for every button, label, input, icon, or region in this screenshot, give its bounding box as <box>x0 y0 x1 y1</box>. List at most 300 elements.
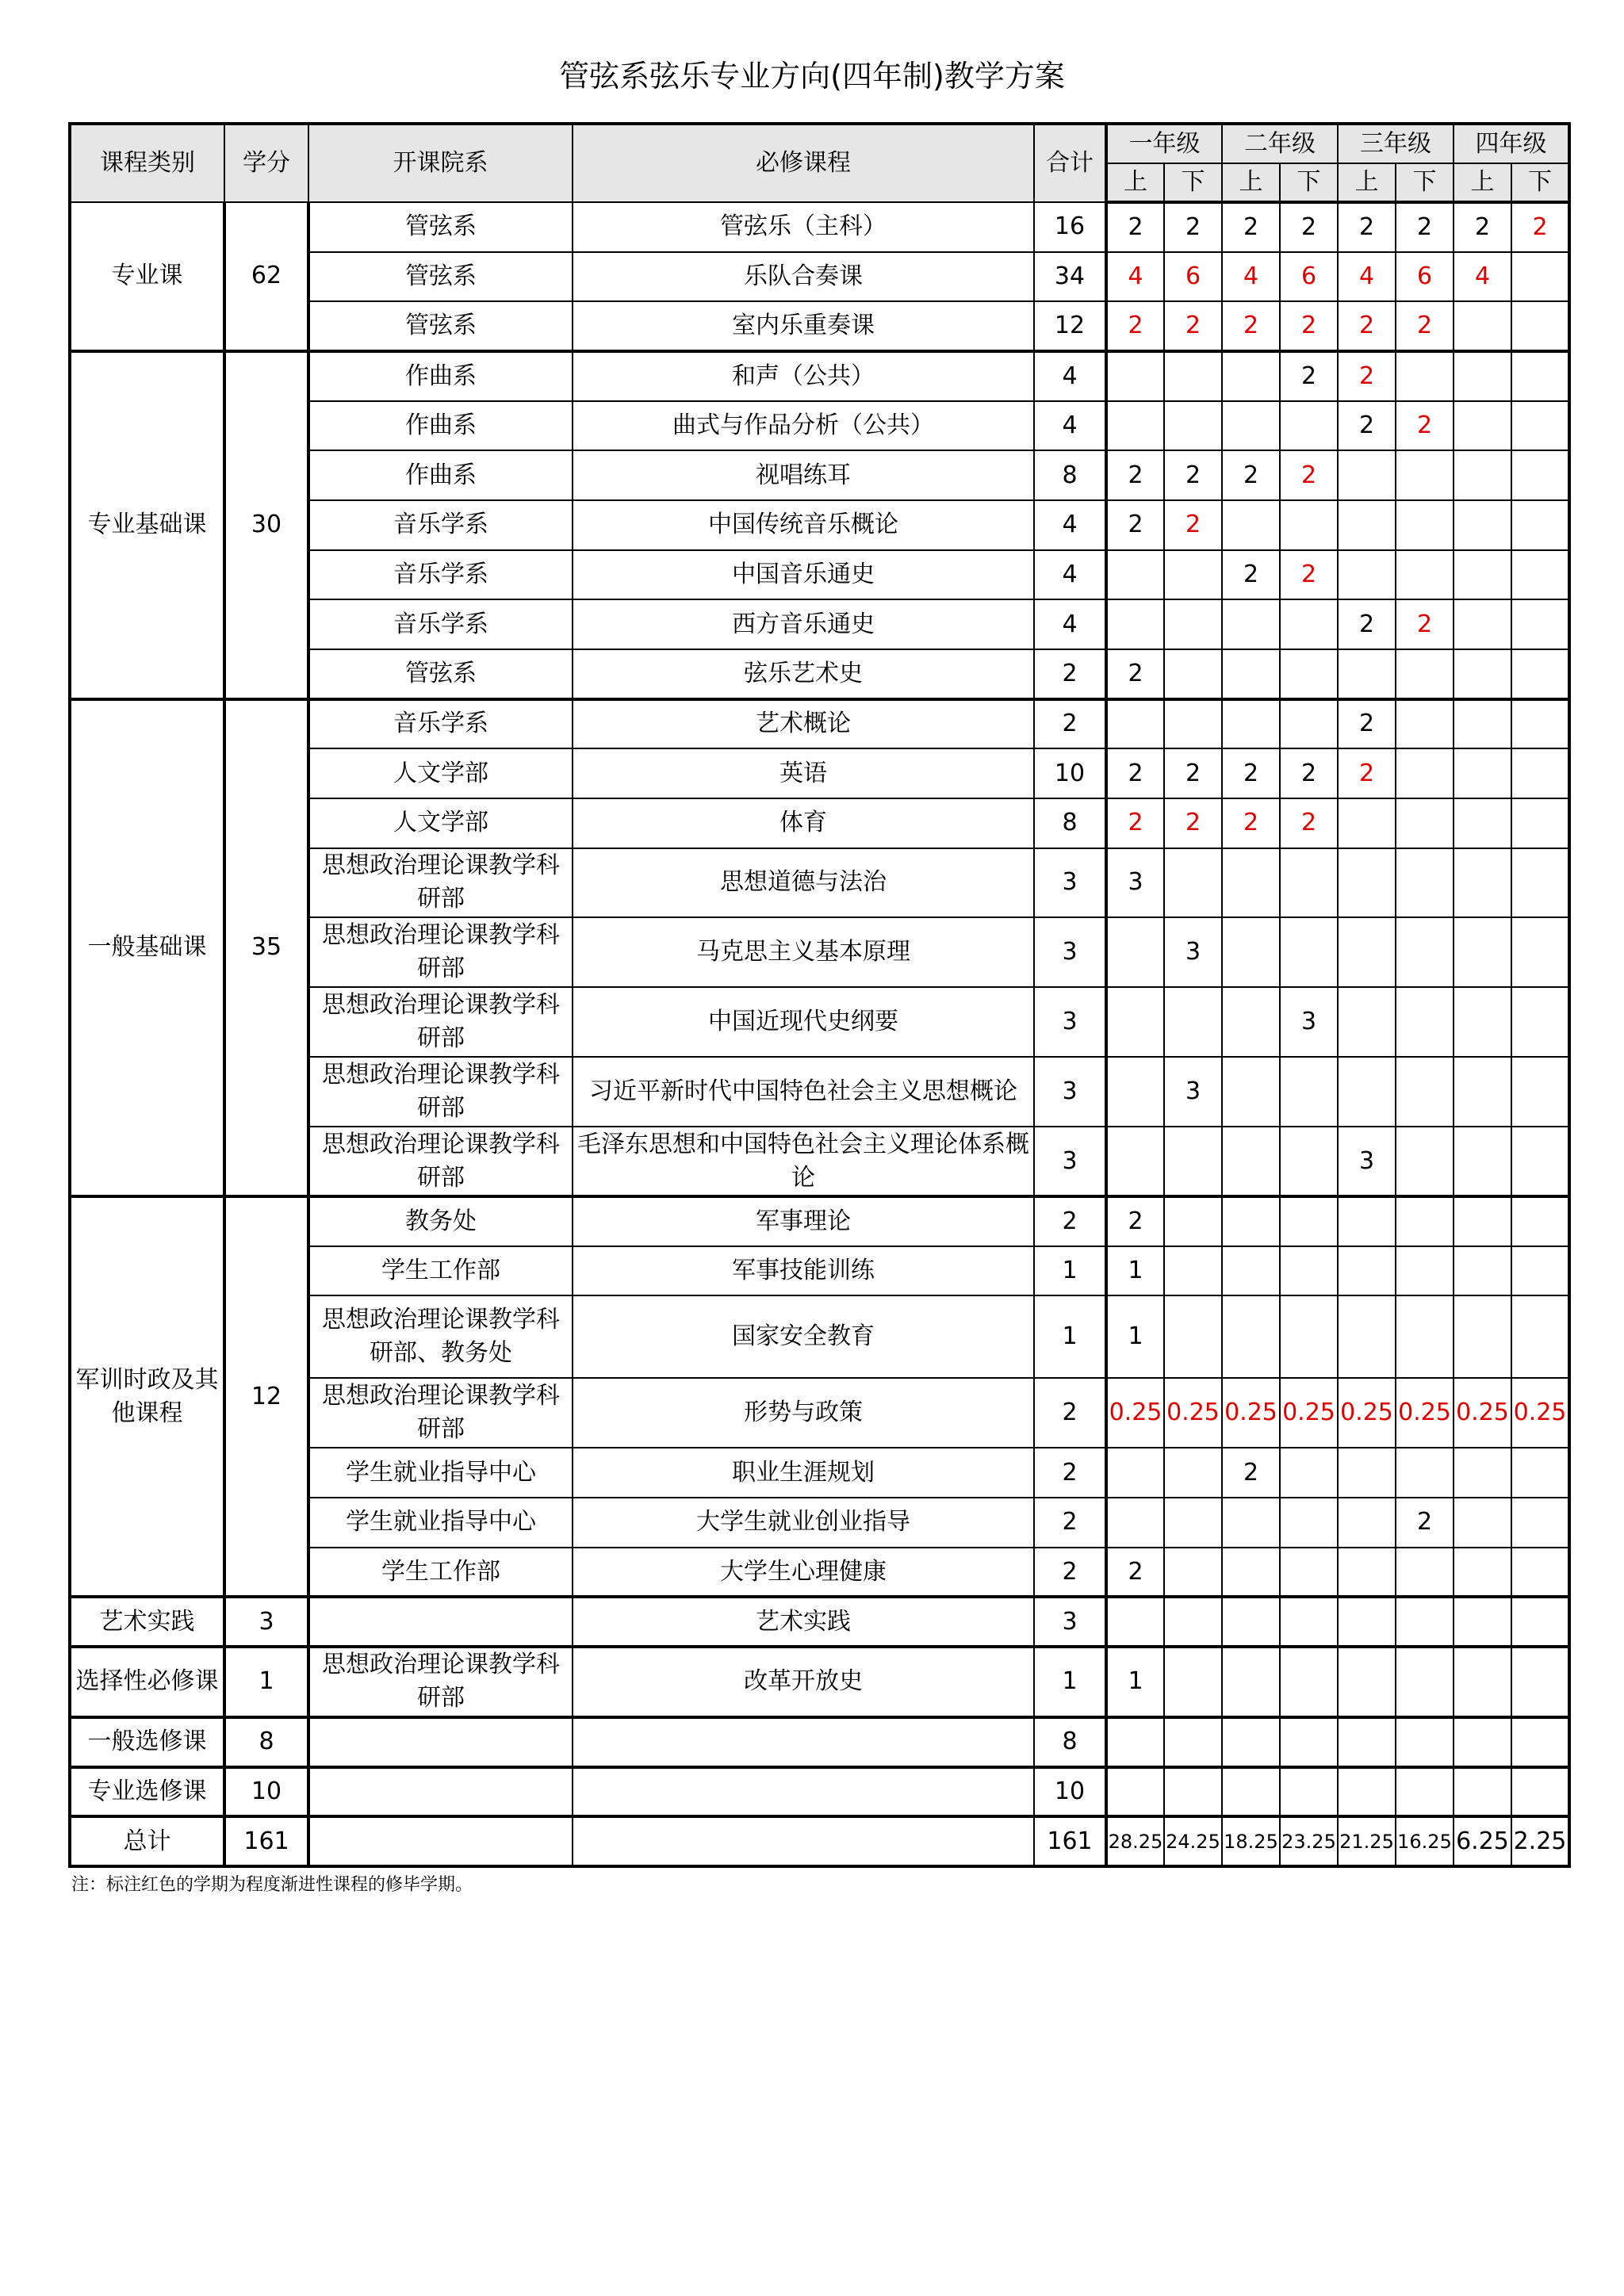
department-cell: 作曲系 <box>308 351 573 401</box>
term-cell: 2 <box>1280 301 1338 351</box>
term-cell <box>1454 351 1511 401</box>
term-cell <box>1338 450 1396 500</box>
term-cell <box>1222 1295 1280 1378</box>
department-cell: 学生就业指导中心 <box>308 1448 573 1498</box>
term-cell: 2 <box>1396 401 1454 451</box>
total-cell: 3 <box>1034 917 1106 987</box>
term-cell <box>1164 550 1222 600</box>
term-cell <box>1280 649 1338 699</box>
term-cell <box>1396 500 1454 550</box>
teaching-plan-table <box>68 122 1571 1868</box>
term-cell: 0.25 <box>1164 1378 1222 1448</box>
term-cell <box>1338 1448 1396 1498</box>
course-cell: 习近平新时代中国特色社会主义思想概论 <box>573 1057 1034 1127</box>
term-cell <box>1222 987 1280 1057</box>
term-cell <box>1396 1196 1454 1246</box>
term-cell <box>1511 987 1569 1057</box>
term-cell <box>1164 1647 1222 1717</box>
course-cell: 西方音乐通史 <box>573 599 1034 649</box>
summary-term-total: 2.25 <box>1511 1816 1569 1866</box>
term-cell <box>1222 500 1280 550</box>
department-cell: 学生工作部 <box>308 1548 573 1598</box>
term-cell <box>1164 401 1222 451</box>
term-cell <box>1222 1717 1280 1767</box>
term-cell <box>1280 1597 1338 1647</box>
term-cell <box>1396 1127 1454 1196</box>
term-cell <box>1164 1295 1222 1378</box>
department-cell: 管弦系 <box>308 301 573 351</box>
summary-term-total: 21.25 <box>1338 1816 1396 1866</box>
total-cell: 1 <box>1034 1295 1106 1378</box>
term-cell <box>1511 917 1569 987</box>
term-cell <box>1454 401 1511 451</box>
term-cell <box>1164 848 1222 918</box>
term-cell <box>1511 748 1569 798</box>
department-cell: 音乐学系 <box>308 550 573 600</box>
term-cell <box>1280 401 1338 451</box>
term-cell <box>1280 1196 1338 1246</box>
term-cell: 2 <box>1280 351 1338 401</box>
course-cell: 艺术实践 <box>573 1597 1034 1647</box>
department-cell: 思想政治理论课教学科研部 <box>308 987 573 1057</box>
term-cell: 0.25 <box>1396 1378 1454 1448</box>
summary-term-total: 24.25 <box>1164 1816 1222 1866</box>
term-cell <box>1511 351 1569 401</box>
term-cell <box>1511 1647 1569 1717</box>
term-cell <box>1511 848 1569 918</box>
total-cell: 8 <box>1034 450 1106 500</box>
term-cell: 3 <box>1164 1057 1222 1127</box>
term-cell <box>1222 649 1280 699</box>
course-cell: 视唱练耳 <box>573 450 1034 500</box>
term-cell <box>1338 1057 1396 1127</box>
total-cell: 2 <box>1034 1378 1106 1448</box>
term-cell: 2 <box>1280 798 1338 848</box>
credits-cell: 8 <box>224 1717 308 1767</box>
total-cell: 3 <box>1034 848 1106 918</box>
total-cell: 12 <box>1034 301 1106 351</box>
term-cell <box>1164 1548 1222 1598</box>
department-cell: 音乐学系 <box>308 500 573 550</box>
term-cell: 1 <box>1106 1647 1164 1717</box>
term-cell <box>1106 699 1164 749</box>
term-cell: 2 <box>1280 450 1338 500</box>
term-cell <box>1338 500 1396 550</box>
total-cell: 2 <box>1034 1548 1106 1598</box>
term-cell: 2 <box>1106 1196 1164 1246</box>
course-cell: 和声（公共） <box>573 351 1034 401</box>
header-term: 下 <box>1511 163 1569 202</box>
total-cell: 4 <box>1034 599 1106 649</box>
course-cell: 室内乐重奏课 <box>573 301 1034 351</box>
department-cell: 管弦系 <box>308 252 573 302</box>
summary-term-total: 6.25 <box>1454 1816 1511 1866</box>
term-cell <box>1454 500 1511 550</box>
term-cell: 2 <box>1338 599 1396 649</box>
total-cell: 2 <box>1034 1498 1106 1548</box>
term-cell <box>1454 599 1511 649</box>
term-cell <box>1222 1548 1280 1598</box>
term-cell: 2 <box>1280 550 1338 600</box>
course-cell: 思想道德与法治 <box>573 848 1034 918</box>
total-cell: 10 <box>1034 748 1106 798</box>
term-cell: 2 <box>1222 450 1280 500</box>
term-cell <box>1164 351 1222 401</box>
term-cell <box>1164 1196 1222 1246</box>
term-cell <box>1454 649 1511 699</box>
term-cell <box>1396 351 1454 401</box>
term-cell <box>1338 1597 1396 1647</box>
term-cell <box>1106 1498 1164 1548</box>
term-cell <box>1511 301 1569 351</box>
term-cell <box>1280 1127 1338 1196</box>
term-cell <box>1511 1127 1569 1196</box>
term-cell <box>1511 1717 1569 1767</box>
summary-term-total: 23.25 <box>1280 1816 1338 1866</box>
term-cell: 2 <box>1222 748 1280 798</box>
summary-label: 总计 <box>70 1816 224 1866</box>
term-cell <box>1511 1448 1569 1498</box>
department-cell: 作曲系 <box>308 401 573 451</box>
term-cell <box>1454 301 1511 351</box>
term-cell <box>1511 500 1569 550</box>
term-cell <box>1396 1717 1454 1767</box>
table-row <box>70 699 1569 749</box>
term-cell <box>1454 1246 1511 1296</box>
total-cell: 3 <box>1034 1057 1106 1127</box>
total-cell: 10 <box>1034 1767 1106 1817</box>
term-cell <box>1164 1597 1222 1647</box>
term-cell: 2 <box>1222 1448 1280 1498</box>
term-cell <box>1511 1057 1569 1127</box>
term-cell <box>1222 699 1280 749</box>
category-cell: 专业课 <box>70 202 224 351</box>
term-cell <box>1164 599 1222 649</box>
total-cell: 4 <box>1034 500 1106 550</box>
term-cell <box>1454 550 1511 600</box>
term-cell: 0.25 <box>1454 1378 1511 1448</box>
term-cell: 3 <box>1338 1127 1396 1196</box>
term-cell: 1 <box>1106 1246 1164 1296</box>
term-cell: 2 <box>1222 301 1280 351</box>
department-cell: 学生就业指导中心 <box>308 1498 573 1548</box>
term-cell <box>1338 550 1396 600</box>
term-cell <box>1222 1597 1280 1647</box>
term-cell <box>1222 1498 1280 1548</box>
term-cell: 2 <box>1106 798 1164 848</box>
term-cell: 2 <box>1106 1548 1164 1598</box>
term-cell <box>1454 1498 1511 1548</box>
category-cell: 一般选修课 <box>70 1717 224 1767</box>
term-cell <box>1106 1717 1164 1767</box>
header-term: 上 <box>1454 163 1511 202</box>
header-category: 课程类别 <box>70 124 224 202</box>
term-cell <box>1280 599 1338 649</box>
term-cell: 2 <box>1222 798 1280 848</box>
term-cell: 4 <box>1338 252 1396 302</box>
term-cell: 2 <box>1280 748 1338 798</box>
term-cell <box>1511 1196 1569 1246</box>
total-cell: 3 <box>1034 1127 1106 1196</box>
term-cell <box>1338 649 1396 699</box>
table-row <box>70 1196 1569 1246</box>
total-cell: 34 <box>1034 252 1106 302</box>
course-cell: 改革开放史 <box>573 1647 1034 1717</box>
summary-term-total: 16.25 <box>1396 1816 1454 1866</box>
term-cell: 2 <box>1106 450 1164 500</box>
total-cell: 3 <box>1034 1597 1106 1647</box>
term-cell <box>1454 1767 1511 1817</box>
term-cell <box>1511 550 1569 600</box>
course-cell: 国家安全教育 <box>573 1295 1034 1378</box>
term-cell <box>1454 1647 1511 1717</box>
department-cell: 教务处 <box>308 1196 573 1246</box>
term-cell: 4 <box>1106 252 1164 302</box>
term-cell <box>1280 1246 1338 1296</box>
header-term: 上 <box>1338 163 1396 202</box>
term-cell <box>1164 1127 1222 1196</box>
term-cell <box>1454 450 1511 500</box>
term-cell: 2 <box>1511 202 1569 252</box>
department-cell <box>308 1767 573 1817</box>
term-cell <box>1511 798 1569 848</box>
term-cell <box>1106 987 1164 1057</box>
table-row <box>70 1647 1569 1717</box>
term-cell <box>1280 699 1338 749</box>
term-cell: 2 <box>1164 202 1222 252</box>
header-grade-4: 四年级 <box>1454 124 1569 163</box>
term-cell <box>1454 1127 1511 1196</box>
department-cell: 思想政治理论课教学科研部 <box>308 917 573 987</box>
department-cell: 思想政治理论课教学科研部 <box>308 1127 573 1196</box>
term-cell <box>1454 917 1511 987</box>
term-cell <box>1511 401 1569 451</box>
credits-cell: 62 <box>224 202 308 351</box>
total-cell: 2 <box>1034 1448 1106 1498</box>
term-cell <box>1280 848 1338 918</box>
term-cell <box>1511 1548 1569 1598</box>
term-cell <box>1280 1717 1338 1767</box>
department-cell: 思想政治理论课教学科研部 <box>308 1057 573 1127</box>
course-cell <box>573 1767 1034 1817</box>
header-department: 开课院系 <box>308 124 573 202</box>
term-cell <box>1511 252 1569 302</box>
course-cell <box>573 1717 1034 1767</box>
term-cell: 2 <box>1338 699 1396 749</box>
term-cell: 0.25 <box>1338 1378 1396 1448</box>
term-cell <box>1511 1246 1569 1296</box>
table-row <box>70 1597 1569 1647</box>
term-cell: 2 <box>1338 202 1396 252</box>
term-cell <box>1164 1498 1222 1548</box>
term-cell: 6 <box>1280 252 1338 302</box>
department-cell: 人文学部 <box>308 798 573 848</box>
table-row <box>70 351 1569 401</box>
header-grade-3: 三年级 <box>1338 124 1454 163</box>
total-cell: 2 <box>1034 699 1106 749</box>
header-term: 上 <box>1222 163 1280 202</box>
term-cell: 3 <box>1280 987 1338 1057</box>
header-credits: 学分 <box>224 124 308 202</box>
credits-cell: 12 <box>224 1196 308 1597</box>
course-cell: 马克思主义基本原理 <box>573 917 1034 987</box>
term-cell: 2 <box>1106 500 1164 550</box>
category-cell: 一般基础课 <box>70 699 224 1197</box>
term-cell <box>1396 450 1454 500</box>
header-course: 必修课程 <box>573 124 1034 202</box>
course-cell: 军事技能训练 <box>573 1246 1034 1296</box>
term-cell <box>1338 1767 1396 1817</box>
course-cell: 毛泽东思想和中国特色社会主义理论体系概论 <box>573 1127 1034 1196</box>
term-cell: 0.25 <box>1511 1378 1569 1448</box>
course-cell: 大学生心理健康 <box>573 1548 1034 1598</box>
department-cell: 管弦系 <box>308 202 573 252</box>
term-cell <box>1511 599 1569 649</box>
term-cell: 1 <box>1106 1295 1164 1378</box>
table-row <box>70 1767 1569 1817</box>
term-cell: 0.25 <box>1106 1378 1164 1448</box>
table-row <box>70 1717 1569 1767</box>
term-cell <box>1106 351 1164 401</box>
term-cell <box>1106 401 1164 451</box>
term-cell <box>1280 1548 1338 1598</box>
term-cell <box>1454 848 1511 918</box>
term-cell <box>1454 1597 1511 1647</box>
course-cell: 中国传统音乐概论 <box>573 500 1034 550</box>
credits-cell: 30 <box>224 351 308 699</box>
term-cell <box>1511 1295 1569 1378</box>
category-cell: 专业选修课 <box>70 1767 224 1817</box>
department-cell: 思想政治理论课教学科研部、教务处 <box>308 1295 573 1378</box>
term-cell <box>1338 848 1396 918</box>
course-cell: 中国近现代史纲要 <box>573 987 1034 1057</box>
term-cell <box>1338 1647 1396 1717</box>
term-cell <box>1454 1057 1511 1127</box>
term-cell: 2 <box>1396 1498 1454 1548</box>
term-cell <box>1106 1448 1164 1498</box>
course-cell: 大学生就业创业指导 <box>573 1498 1034 1548</box>
term-cell: 2 <box>1338 401 1396 451</box>
department-cell: 人文学部 <box>308 748 573 798</box>
course-cell: 形势与政策 <box>573 1378 1034 1448</box>
department-cell: 音乐学系 <box>308 599 573 649</box>
course-cell: 管弦乐（主科） <box>573 202 1034 252</box>
header-total: 合计 <box>1034 124 1106 202</box>
term-cell <box>1106 1127 1164 1196</box>
term-cell <box>1396 1597 1454 1647</box>
category-cell: 艺术实践 <box>70 1597 224 1647</box>
course-cell: 艺术概论 <box>573 699 1034 749</box>
term-cell <box>1338 1295 1396 1378</box>
term-cell <box>1222 1767 1280 1817</box>
term-cell <box>1396 1647 1454 1717</box>
term-cell <box>1222 1127 1280 1196</box>
term-cell: 2 <box>1222 550 1280 600</box>
term-cell <box>1396 699 1454 749</box>
term-cell <box>1222 401 1280 451</box>
term-cell <box>1396 1057 1454 1127</box>
term-cell <box>1511 1767 1569 1817</box>
total-cell: 2 <box>1034 1196 1106 1246</box>
category-cell: 专业基础课 <box>70 351 224 699</box>
term-cell <box>1222 351 1280 401</box>
term-cell <box>1454 748 1511 798</box>
term-cell <box>1106 1767 1164 1817</box>
term-cell <box>1396 1295 1454 1378</box>
header-term: 下 <box>1280 163 1338 202</box>
course-cell: 体育 <box>573 798 1034 848</box>
term-cell: 3 <box>1164 917 1222 987</box>
term-cell <box>1106 1597 1164 1647</box>
header-term: 上 <box>1106 163 1164 202</box>
course-cell: 英语 <box>573 748 1034 798</box>
credits-cell: 1 <box>224 1647 308 1717</box>
term-cell <box>1280 917 1338 987</box>
course-cell: 乐队合奏课 <box>573 252 1034 302</box>
term-cell: 2 <box>1280 202 1338 252</box>
table-row <box>70 202 1569 252</box>
term-cell <box>1454 1548 1511 1598</box>
term-cell <box>1338 1548 1396 1598</box>
department-cell: 思想政治理论课教学科研部 <box>308 1647 573 1717</box>
page-title: 管弦系弦乐专业方向(四年制)教学方案 <box>559 59 1065 94</box>
term-cell <box>1164 1246 1222 1296</box>
term-cell <box>1280 1448 1338 1498</box>
term-cell: 2 <box>1164 798 1222 848</box>
total-cell: 8 <box>1034 798 1106 848</box>
term-cell <box>1396 987 1454 1057</box>
term-cell <box>1106 1057 1164 1127</box>
summary-credits: 161 <box>224 1816 308 1866</box>
term-cell <box>1454 798 1511 848</box>
term-cell <box>1222 917 1280 987</box>
empty-cell <box>573 1816 1034 1866</box>
credits-cell: 3 <box>224 1597 308 1647</box>
footnote: 注：标注红色的学期为程度渐进性课程的修毕学期。 <box>71 1875 473 1895</box>
term-cell <box>1280 1767 1338 1817</box>
summary-row <box>70 1816 1569 1866</box>
department-cell <box>308 1597 573 1647</box>
term-cell <box>1454 1717 1511 1767</box>
term-cell: 2 <box>1338 351 1396 401</box>
total-cell: 4 <box>1034 401 1106 451</box>
department-cell: 学生工作部 <box>308 1246 573 1296</box>
course-cell: 弦乐艺术史 <box>573 649 1034 699</box>
header-term: 下 <box>1164 163 1222 202</box>
total-cell: 4 <box>1034 351 1106 401</box>
term-cell: 2 <box>1106 748 1164 798</box>
total-cell: 1 <box>1034 1647 1106 1717</box>
header-row-grades <box>70 124 1569 163</box>
term-cell <box>1338 1246 1396 1296</box>
total-cell: 16 <box>1034 202 1106 252</box>
term-cell <box>1280 500 1338 550</box>
term-cell: 2 <box>1164 748 1222 798</box>
term-cell <box>1338 1196 1396 1246</box>
term-cell <box>1511 1498 1569 1548</box>
term-cell: 4 <box>1454 252 1511 302</box>
term-cell <box>1280 1647 1338 1717</box>
term-cell <box>1511 699 1569 749</box>
term-cell <box>1280 1295 1338 1378</box>
term-cell: 2 <box>1222 202 1280 252</box>
term-cell <box>1338 987 1396 1057</box>
term-cell: 2 <box>1106 301 1164 351</box>
term-cell <box>1396 1548 1454 1598</box>
term-cell: 2 <box>1396 202 1454 252</box>
term-cell: 0.25 <box>1280 1378 1338 1448</box>
term-cell <box>1396 917 1454 987</box>
